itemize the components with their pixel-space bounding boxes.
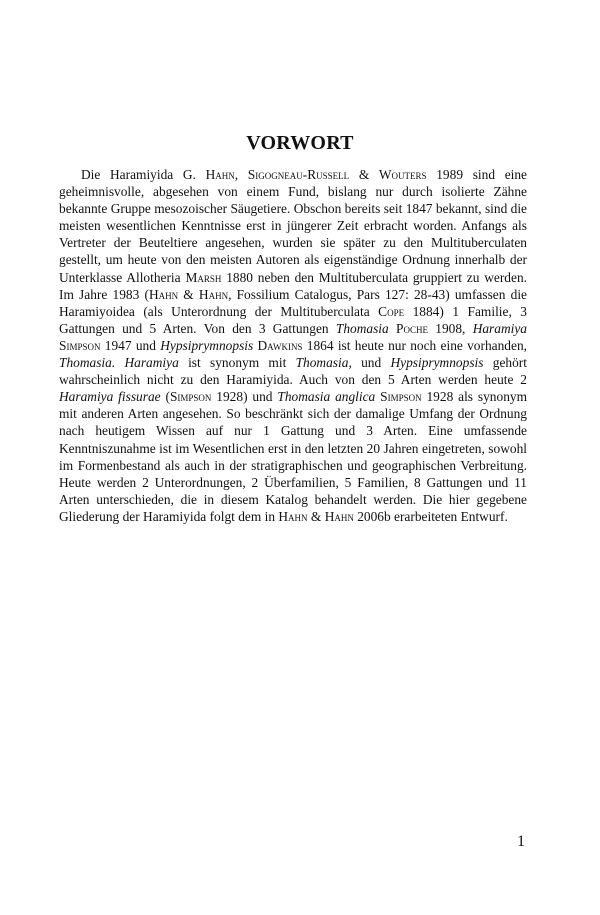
taxon-name: Hypsiprymnopsis xyxy=(390,355,484,371)
author-name: Hahn xyxy=(278,508,308,524)
preface-paragraph xyxy=(59,166,527,525)
author-name: Simpson xyxy=(59,337,101,353)
author-name: Hahn xyxy=(205,167,235,182)
text-run: & xyxy=(178,286,199,302)
taxon-name: Thomasia xyxy=(295,355,349,371)
text-run: 1989 sind eine geheimnisvolle, abgesehen von einem Fund, bislang nur durch isolierte Zähne bekannte Gruppe mesozoischer Säugetiere. Obschon bereits seit 1847 bekannt, sind die meisten wesentlichen Kenntnisse erst in jüngerer Zeit erbracht worden. Anfangs als Vertreter der Beuteltiere angesehen, wurden sie später zu den Multituberculaten gestellt, um heute von den meisten Autoren als eigenständige Ordnung innerhalb der Unterklasse Allotheria xyxy=(59,167,527,285)
text-run: ( xyxy=(160,389,170,405)
text-run: , xyxy=(234,167,248,182)
taxon-name: Haramiya xyxy=(472,320,527,336)
taxon-name: Haramiya fissurae xyxy=(59,389,161,405)
author-name: Hahn xyxy=(198,286,229,302)
author-name: Hahn xyxy=(324,508,354,524)
text-run: 1884) 1 Familie, 3 Gattungen und 5 Arten. Von den 3 Gattungen xyxy=(59,303,527,336)
author-name: Hahn xyxy=(148,286,179,302)
taxon-name: Thomasia anglica xyxy=(277,389,376,405)
taxon-name: Thomasia xyxy=(335,320,389,336)
author-name: Poche xyxy=(396,320,428,336)
text-run: 1928) und xyxy=(211,389,278,405)
text-run: 1928 als synonym mit anderen Arten angesehen. So beschränkt sich der damalige Umfang der Ordnung nach heutigem Wissen auf nur 1 Gattung und 3 Arten. Eine umfassende Kenntniszunahme ist im Wesentlichen erst in den letzten 20 Jahren eingetreten, sowohl im Formenbestand als auch in der stratigraphischen und geographischen Verbreitung. Heute werden 2 Unterordnungen, 2 Überfamilien, 5 Familien, 8 Gattungen und 11 Arten unterschieden, die in diesem Katalog behandelt werden. Die hier gegebene Gliederung der Haramiyida folgt dem in xyxy=(59,389,528,524)
text-run: & xyxy=(349,167,379,182)
page-number: 1 xyxy=(517,833,525,850)
text-run: Die Haramiyida G. xyxy=(81,167,206,182)
text-run: ist synonym mit xyxy=(178,355,296,371)
text-run: 1880 neben den Multituberculata gruppiert zu werden. Im Jahre 1983 ( xyxy=(59,269,527,302)
author-name: Sigogneau-Russell xyxy=(247,167,350,182)
text-run: , und xyxy=(348,355,391,371)
author-name: Simpson xyxy=(380,389,422,405)
text-run xyxy=(389,321,396,336)
author-name: Simpson xyxy=(169,389,212,405)
text-run: 2006b erarbeiteten Entwurf. xyxy=(353,508,508,524)
taxon-name: Hypsiprymnopsis xyxy=(160,337,254,353)
taxon-name: Thomasia. Haramiya xyxy=(59,355,179,371)
author-name: Dawkins xyxy=(257,337,303,353)
page-title: VORWORT xyxy=(246,132,354,154)
author-name: Marsh xyxy=(185,269,222,285)
text-run: gehört wahrscheinlich nicht zu den Haramiyida. Auch von den 5 Arten werden heute 2 xyxy=(59,355,527,388)
text-run: , Fossilium Catalogus, Pars 127: 28-43) umfassen die Haramiyoidea (als Unterordnung der Multituberculata xyxy=(59,286,527,319)
author-name: Wouters xyxy=(378,167,427,182)
text-run: & xyxy=(307,508,325,524)
text-run: 1864 ist heute nur noch eine vorhanden, xyxy=(302,337,527,353)
text-run: 1908, xyxy=(427,320,473,336)
author-name: Cope xyxy=(378,303,405,319)
text-run: 1947 und xyxy=(100,337,161,353)
